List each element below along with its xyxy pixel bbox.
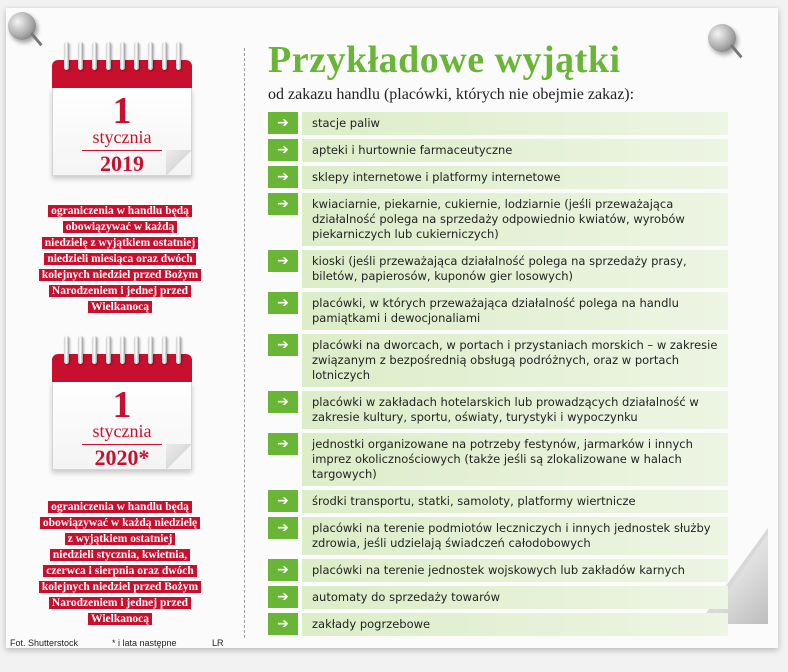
note-line: obowiązywać w każdą niedzielę — [40, 517, 200, 529]
pushpin-icon — [8, 12, 42, 46]
list-item-text: sklepy internetowe i platformy internetowe — [302, 166, 728, 189]
footnote: * i lata następne — [112, 638, 177, 648]
exceptions-list — [268, 112, 728, 640]
arrow-right-icon: ➔ — [268, 433, 298, 455]
list-item-text: placówki na terenie podmiotów leczniczych i innych jednostek służby zdrowia, jeśli udzielają świadczeń całodobowych — [302, 517, 728, 555]
calendar-note-2020 — [22, 499, 218, 627]
note-line: kolejnych niedziel przed Bożym — [39, 269, 201, 281]
list-item — [268, 391, 728, 429]
arrow-right-icon: ➔ — [268, 559, 298, 581]
list-item — [268, 250, 728, 288]
list-item-text: środki transportu, statki, samoloty, platformy wiertnicze — [302, 490, 728, 513]
arrow-right-icon: ➔ — [268, 613, 298, 635]
arrow-right-icon: ➔ — [268, 250, 298, 272]
arrow-right-icon: ➔ — [268, 586, 298, 608]
list-item-text: jednostki organizowane na potrzeby festynów, jarmarków i innych imprez okolicznościowych (także jeśli są zlokalizowane w halach targowych) — [302, 433, 728, 486]
arrow-right-icon: ➔ — [268, 334, 298, 356]
photo-credit: Fot. Shutterstock — [10, 638, 79, 648]
note-line: niedzieli miesiąca oraz dwóch — [44, 253, 195, 265]
page-title: Przykładowe wyjątki — [268, 39, 621, 81]
list-item — [268, 517, 728, 555]
list-item — [268, 490, 728, 513]
note-line: niedzieli stycznia, kwietnia, — [50, 549, 190, 561]
author-initials: LR — [212, 638, 224, 648]
list-item — [268, 586, 728, 609]
list-item-text: placówki w zakładach hotelarskich lub prowadzących działalność w zakresie kultury, sportu, oświaty, turystyki i wypoczynku — [302, 391, 728, 429]
list-item-text: automaty do sprzedaży towarów — [302, 586, 728, 609]
list-item-text: apteki i hurtownie farmaceutyczne — [302, 139, 728, 162]
note-line: obowiązywać w każdą — [63, 221, 178, 233]
arrow-right-icon: ➔ — [268, 139, 298, 161]
arrow-right-icon: ➔ — [268, 517, 298, 539]
list-item-text: placówki na dworcach, w portach i przystaniach morskich – w zakresie związanym z bezpośrednią obsługą podróżnych, oraz w portach lotniczych — [302, 334, 728, 387]
note-line: ograniczenia w handlu będą — [48, 205, 192, 217]
list-item-text: kioski (jeśli przeważająca działalność polega na sprzedaży prasy, biletów, papierosów, kuponów gier losowych) — [302, 250, 728, 288]
list-item — [268, 166, 728, 189]
column-divider — [244, 48, 245, 638]
arrow-right-icon: ➔ — [268, 292, 298, 314]
list-item — [268, 559, 728, 582]
list-item — [268, 613, 728, 636]
note-line: kolejnych niedziel przed Bożym — [39, 581, 201, 593]
list-item — [268, 139, 728, 162]
calendar-2020 — [52, 336, 192, 472]
note-line: ograniczenia w handlu będą — [48, 501, 192, 513]
pushpin-icon — [708, 24, 742, 58]
calendar-year: 2019 — [100, 151, 144, 176]
calendar-month: stycznia — [92, 421, 152, 441]
note-line: Narodzeniem i jednej przed — [49, 597, 191, 609]
list-item — [268, 112, 728, 135]
note-line: Wielkanocą — [88, 613, 152, 625]
arrow-right-icon: ➔ — [268, 490, 298, 512]
calendar-year: 2020* — [94, 445, 150, 470]
list-item — [268, 292, 728, 330]
list-item — [268, 433, 728, 486]
calendar-day: 1 — [112, 90, 132, 132]
arrow-right-icon: ➔ — [268, 193, 298, 215]
note-line: niedzielę z wyjątkiem ostatniej — [42, 237, 198, 249]
arrow-right-icon: ➔ — [268, 166, 298, 188]
page-subtitle: od zakazu handlu (placówki, których nie obejmie zakaz): — [268, 86, 635, 103]
calendar-day: 1 — [112, 384, 132, 426]
list-item-text: zakłady pogrzebowe — [302, 613, 728, 636]
calendar-note-2019 — [22, 203, 218, 315]
arrow-right-icon: ➔ — [268, 112, 298, 134]
calendar-month: stycznia — [92, 127, 152, 147]
arrow-right-icon: ➔ — [268, 391, 298, 413]
list-item — [268, 193, 728, 246]
note-line: z wyjątkiem ostatniej — [65, 533, 176, 545]
list-item-text: placówki na terenie jednostek wojskowych lub zakładów karnych — [302, 559, 728, 582]
list-item-text: placówki, w których przeważająca działalność polega na handlu pamiątkami i dewocjonaliami — [302, 292, 728, 330]
calendar-page — [52, 382, 192, 470]
note-line: Wielkanocą — [88, 301, 152, 313]
note-line: Narodzeniem i jednej przed — [49, 285, 191, 297]
calendar-2019 — [52, 42, 192, 178]
calendar-rings — [52, 336, 192, 366]
calendar-rings — [52, 42, 192, 72]
calendar-page — [52, 88, 192, 176]
list-item-text: kwiaciarnie, piekarnie, cukiernie, lodziarnie (jeśli przeważająca działalność polega na sprzedaży odpowiednio kwiatów, wyrobów piekarniczych lub cukierniczych) — [302, 193, 728, 246]
note-line: czerwca i sierpnia oraz dwóch — [43, 565, 197, 577]
list-item — [268, 334, 728, 387]
list-item-text: stacje paliw — [302, 112, 728, 135]
